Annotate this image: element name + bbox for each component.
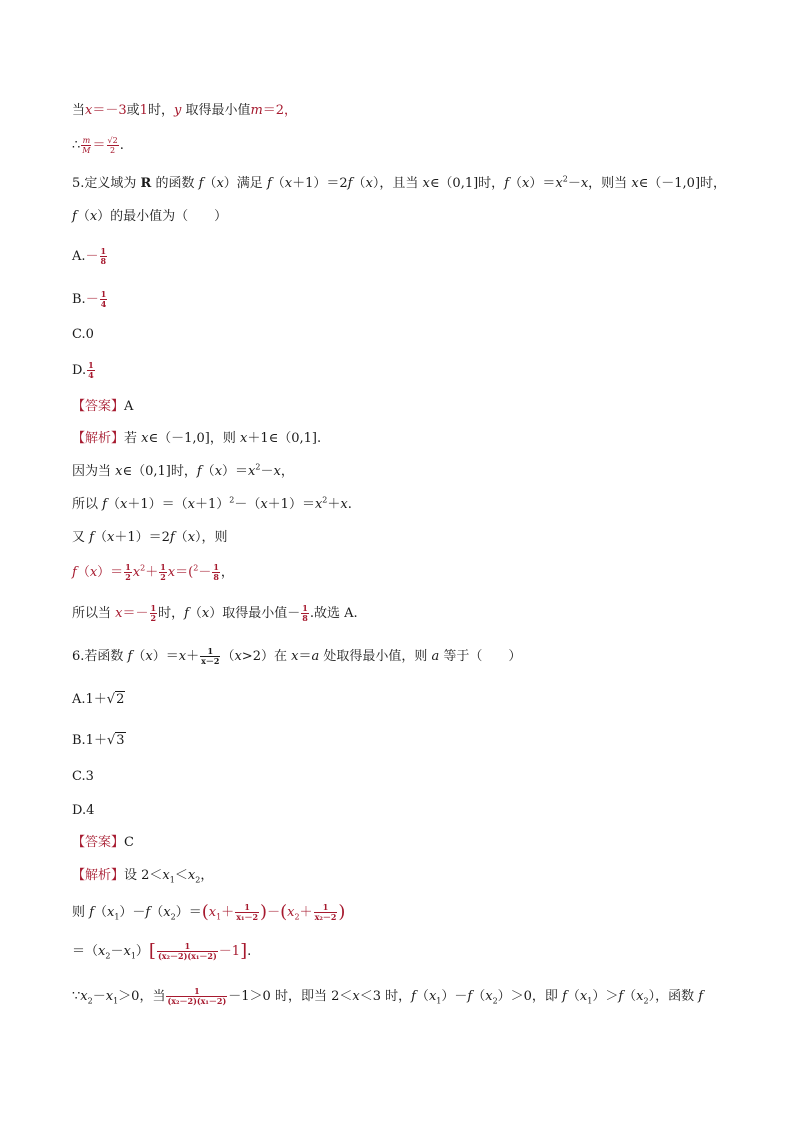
fraction: $\frac{1}{8}$ bbox=[100, 246, 107, 266]
option-a: A.－ $\frac{1}{8}$ bbox=[72, 246, 107, 266]
fraction: $\frac{1}{\text{(x₂－2)(x₁－2)}}$ bbox=[167, 986, 227, 1006]
option-c: C.0 bbox=[72, 327, 94, 342]
text: . bbox=[119, 138, 124, 153]
fraction: $\frac{m}{M}$ bbox=[82, 136, 91, 155]
analysis-5-line-5: f（x）＝ $\frac{1}{2}$ $x^2+$ $\frac{1}{2}$ x＝($^2$－ $\frac{1}{8}$ ， bbox=[72, 562, 234, 582]
analysis-5-line-4: 又 f（x＋1）＝2f（x），则 bbox=[72, 530, 228, 545]
text: 取得最小值 bbox=[181, 103, 251, 118]
option-c: C.3 bbox=[72, 769, 94, 784]
therefore-symbol: ∴ bbox=[72, 138, 81, 153]
math-expr: ＝－3 bbox=[92, 103, 127, 118]
math-var: m bbox=[250, 103, 263, 118]
fraction: $\frac{1}{8}$ bbox=[213, 562, 219, 582]
analysis-6-line-4: $\because x_2-x_1>0$，当 $\frac{1}{\text{(x₂－2)(x₁－2)}}$ －1＞0 时，即当 2＜x＜3 时，$f(x_1)-f(x_2)>0$，即 $f(x_1)>f(x_2)$，函数 f bbox=[72, 986, 704, 1006]
option-b: B.－ $\frac{1}{4}$ bbox=[72, 289, 107, 309]
option-d: D.4 bbox=[72, 803, 95, 818]
analysis-6-line-1: 【解析】设 $2<x_1<x_2$， bbox=[72, 868, 214, 885]
option-d: D. $\frac{1}{4}$ bbox=[72, 360, 94, 380]
sqrt-expr: √2 bbox=[106, 692, 125, 707]
text-line bbox=[72, 101, 297, 121]
text-line bbox=[72, 136, 124, 156]
analysis-6-line-2: 则 $f(x_1)-f(x_2)=(x_1+$ $\frac{1}{\text{x₁－2}}$ )$-(x_2+$ $\frac{1}{\text{x₂－2}}$ ) bbox=[72, 901, 346, 923]
fraction: $\frac{1}{2}$ bbox=[160, 562, 166, 582]
option-b: B.1＋√3 bbox=[72, 731, 126, 751]
text: 或 bbox=[126, 103, 140, 118]
fraction: $\frac{1}{x-2}$ bbox=[201, 646, 220, 666]
fraction: $\frac{1}{2}$ bbox=[125, 562, 131, 582]
math-expr: ＝2， bbox=[262, 103, 298, 118]
fraction: $\frac{1}{\text{x₂－2}}$ bbox=[314, 902, 337, 922]
math-expr: ＝ bbox=[92, 138, 106, 153]
text: 时， bbox=[147, 103, 174, 118]
analysis-5-line-2: 因为当 x∈（0,1]时，$f(x)=x^2-x$， bbox=[72, 462, 294, 479]
text: 当 bbox=[72, 103, 86, 118]
math-var: y bbox=[173, 103, 182, 118]
analysis-6-line-3: $=(x_2-x_1)$[ $\frac{1}{\text{(x₂－2)(x₁－2)}}$ －1]. bbox=[72, 940, 252, 962]
fraction: $\frac{1}{4}$ bbox=[88, 360, 94, 380]
question-6-stem: 6.若函数 f（x）＝x＋ $\frac{1}{x-2}$ （x>2）在 x＝a 处取得最小值，则 a 等于（ ） bbox=[72, 646, 522, 666]
option-a: A.1＋√2 bbox=[72, 690, 125, 710]
fraction: $\frac{1}{4}$ bbox=[100, 289, 107, 309]
analysis-5-line-1: 【解析】若 x∈（－1,0]，则 x＋1∈（0,1]. bbox=[72, 431, 322, 446]
fraction: $\frac{1}{\text{x₁－2}}$ bbox=[236, 902, 259, 922]
sqrt-expr: √3 bbox=[106, 733, 125, 748]
analysis-5-line-6: 所以当 x＝－ $\frac{1}{2}$ 时，f（x）取得最小值－ $\frac{1}{8}$ .故选 A. bbox=[72, 603, 358, 623]
analysis-5-line-3: 所以 $f(x+1)=(x+1)^2-(x+1)=x^2+x$. bbox=[72, 495, 352, 512]
math-expr: 1 bbox=[139, 103, 148, 118]
fraction: $\frac{1}{2}$ bbox=[150, 603, 157, 623]
fraction: $\frac{1}{8}$ bbox=[302, 603, 308, 623]
question-5-stem-cont: f（x）的最小值为（ ） bbox=[72, 209, 228, 224]
answer-5: 【答案】A bbox=[72, 399, 134, 414]
question-5-stem: 5.定义域为 R 的函数 f（x）满足 f（x＋1）＝2f（x），且当 x∈（0,1]时，$f(x)=x^2-x$，则当 x∈（－1,0]时， bbox=[72, 174, 727, 191]
fraction: $\frac{√2}{2}$ bbox=[107, 136, 118, 155]
fraction: $\frac{1}{\text{(x₂－2)(x₁－2)}}$ bbox=[157, 941, 217, 961]
answer-6: 【答案】C bbox=[72, 835, 134, 850]
math-var: x bbox=[85, 103, 93, 118]
